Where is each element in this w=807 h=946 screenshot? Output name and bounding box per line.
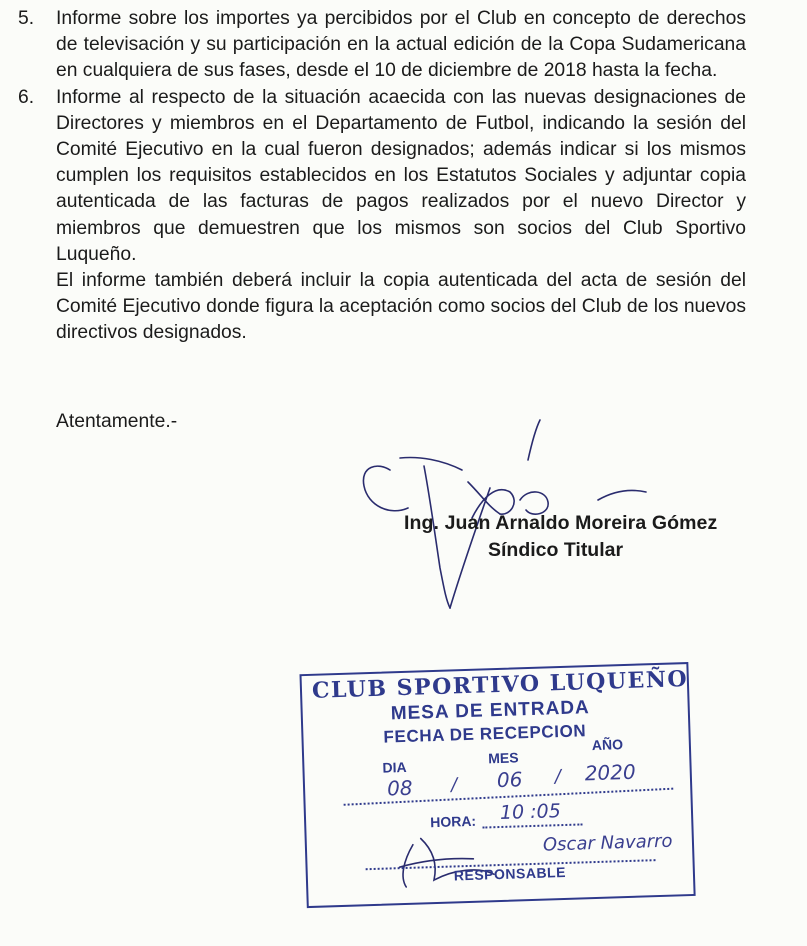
item-text-continuation: El informe también deberá incluir la copia autenticada del acta de sesión del Comité Ejecutivo donde figura la aceptación como socios del Club de los nuevos directivos designados. <box>56 270 746 344</box>
item-text: Informe al respecto de la situación acaecida con las nuevas designaciones de Directores y miembros en el Departamento de Futbol, indicando la sesión del Comité Ejecutivo en la cual fueron designados; además indicar si los mismos cumplen los requisitos establecidos en los Estatutos Sociales y adjuntar copia autenticada de las facturas de pagos realizados por el nuevo Director y miembros que demuestren que los mismos son socios del Club Sportivo Luqueño. <box>56 86 746 265</box>
request-list <box>18 6 746 347</box>
stamp-date-label: FECHA DE RECEPCION <box>383 721 587 747</box>
stamp-month-value: 06 <box>496 767 523 793</box>
stamp-time-value: 10 :05 <box>499 800 562 824</box>
list-item <box>18 85 746 347</box>
stamp-responsible-label: RESPONSABLE <box>453 863 567 884</box>
stamp-office: MESA DE ENTRADA <box>390 697 591 725</box>
stamp-date-separator: / <box>554 766 562 788</box>
stamp-year-label: AÑO <box>591 736 624 754</box>
item-text: Informe sobre los importes ya percibidos por el Club en concepto de derechos de televisación y su participación en la actual edición de la Copa Sudamericana en cualquiera de sus fases, desde el 10 de diciembre de 2018 hasta la fecha. <box>56 8 746 82</box>
stamp-time-label: HORA: <box>429 812 477 831</box>
signatory-title: Síndico Titular <box>488 539 624 561</box>
signatory-name: Ing. Juan Arnaldo Moreira Gómez <box>404 512 718 534</box>
stamp-responsible-name: Oscar Navarro <box>542 830 673 856</box>
stamp-day-value: 08 <box>386 775 413 801</box>
closing-salutation: Atentamente.- <box>56 411 178 432</box>
stamp-month-label: MES <box>487 749 519 767</box>
stamp-date-separator: / <box>450 774 458 796</box>
list-item <box>18 6 746 85</box>
stamp-club-name: CLUB SPORTIVO LUQUEÑO <box>311 666 689 704</box>
stamp-day-label: DIA <box>382 758 407 776</box>
item-number: 5. <box>18 8 35 29</box>
stamp-year-value: 2020 <box>584 759 636 786</box>
item-number: 6. <box>18 86 35 108</box>
reception-stamp <box>299 654 700 912</box>
